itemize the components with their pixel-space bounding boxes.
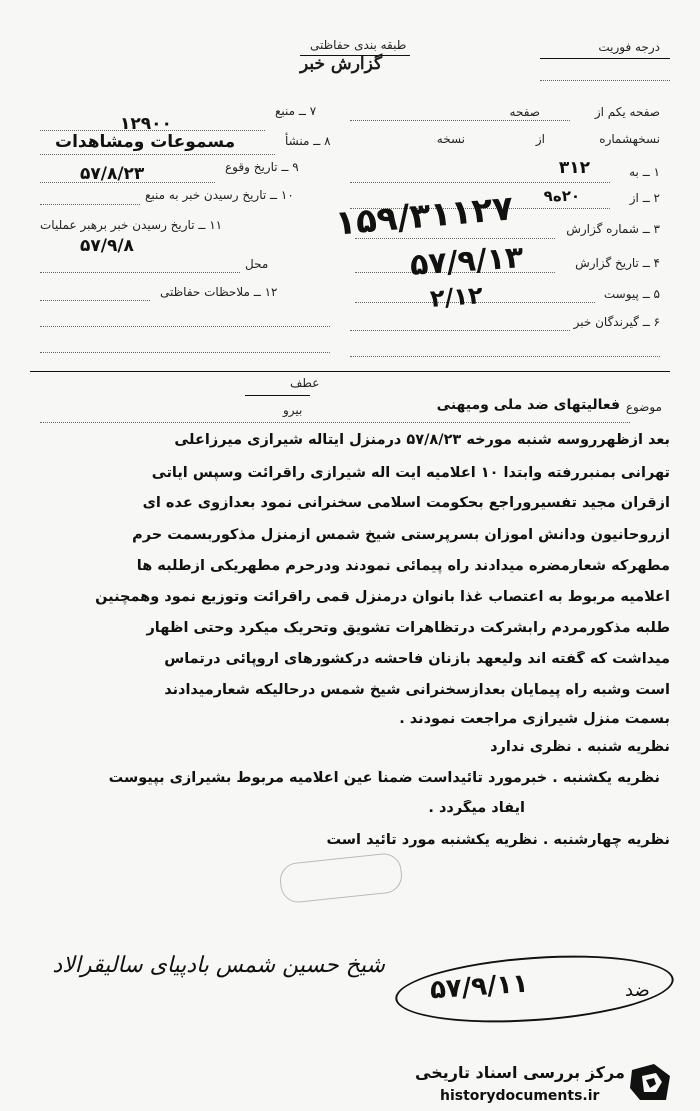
subject-label: موضوع [625,400,662,414]
urgency-dotted-line [540,80,670,81]
signature-names: شیخ حسین شمس بادپیای سالیقرالاد [52,953,385,978]
body-line: اعلامیه مربوط به اعتصاب غذا بانوان درمنزل قمی راقرائت وتوزیع نمود وهمچنین [95,589,670,605]
website: historydocuments.ir [440,1088,600,1104]
header-divider [30,371,670,372]
signature-date: ۵۷/۹/۱۱ [429,968,530,1006]
document-title: گزارش خبر [300,54,383,74]
biro-label: بیرو [283,403,303,417]
subject-value: فعالیتهای ضد ملی ومیهنی [436,397,620,413]
field-from-label: ۲ ــ از [629,191,660,205]
field-source-value: ۱۲۹۰۰ [120,114,172,134]
field-report-date-label: ۴ ــ تاریخ گزارش [575,256,660,270]
faint-stamp [278,852,404,905]
field-occurrence-date-label: ۹ ــ تاریخ وقوع [225,160,299,174]
field-security-notes-line-3 [40,352,330,353]
field-received-leader-label: ۱۱ ــ تاریخ رسیدن خبر برهبر عملیات [40,218,223,232]
page-label: صفحه یکم از [594,105,660,119]
field-recipients-label: ۶ ــ گیرندگان خبر [573,315,660,329]
assessment-sunday: نظریه یکشنبه . خبرمورد تائیداست ضمناً عین اعلامیه مربوط بشیرازی بپیوست [108,770,660,786]
classification-label: طبقه بندی حفاظتی [310,38,407,52]
body-line: بعد ازظهرروسه شنبه مورخه ۵۷/۸/۲۳ درمنزل آیتاله شیرازی میرزاعلی [174,432,670,448]
field-source-line [40,130,265,131]
field-received-source-label: ۱۰ ــ تاریخ رسیدن خبر به منبع [145,188,294,202]
field-origin-line [40,154,275,155]
assessment-sunday-cont: ایفاد میگردد . [428,800,525,816]
field-to-label: ۱ ــ به [629,165,660,179]
body-line: مطهرکه شعارمضره میدادند راه پیمائی نمودند ودرحرم مطهریکی ازطلبه ها [136,558,670,574]
field-occurrence-date-line [40,182,215,183]
field-report-number-label: ۳ ــ شماره گزارش [566,222,660,236]
copy-suffix: نسخه [436,132,465,146]
signature-prefix: ضد [625,980,650,1001]
field-security-notes-label: ۱۲ ــ ملاحظات حفاظتی [160,285,278,299]
field-received-source-line [40,204,140,205]
atf-label: عطف [290,376,320,390]
field-attachment-label: ۵ ــ پیوست [603,287,660,301]
body-line: بسمت منزل شیرازی مراجعت نمودند . [399,711,670,727]
body-line: ازقران مجید تفسیروراجع بحکومت اسلامی سخنرانی نمود بعدازوی عده ای [142,495,670,511]
copy-from: از [535,132,545,146]
field-place-label: محل [245,257,269,271]
field-from-value: ۲۰ه۹ [543,187,580,205]
assessment-saturday: نظریه شنبه . نظری ندارد [490,739,670,755]
field-origin-label: ۸ ــ منشأ [285,134,331,148]
stamp-number: ۱۵۹/۳۱۱۲۷ [333,188,515,244]
field-occurrence-date-value: ۵۷/۸/۲۳ [80,164,145,184]
field-to-value: ۳۱۲ [558,158,590,178]
assessment-wednesday: نظریه چهارشنبه . نظریه یکشنبه مورد تائید است [326,832,670,848]
urgency-underline [540,58,670,59]
archive-logo-icon [626,1060,674,1104]
stamp-date: ۵۷/۹/۱۳ [408,240,525,283]
copy-label: نسخهشماره [599,132,660,146]
page-suffix: صفحه [509,105,540,119]
field-recipients-line-2 [350,356,660,357]
body-line: تهرانی بمنبررفته وابتدا ۱۰ اعلامیه آیت اله شیرازی راقرائت وسپس آیاتی [151,465,670,481]
body-line: ازروحانیون ودانش آموزان بسرپرستی شیخ شمس ازمنزل مذکوربسمت حرم [132,527,670,543]
org-name: مرکز بررسی اسناد تاریخی [415,1063,625,1082]
field-security-notes-line [40,300,150,301]
stamp-extra: ۲/۱۲ [429,281,484,313]
urgency-label: درجه فوریت [598,40,660,54]
atf-underline [245,395,310,396]
field-to-line [350,182,610,183]
field-received-leader-value: ۵۷/۹/۸ [80,236,134,256]
field-security-notes-line-2 [40,326,330,327]
field-place-line [40,272,240,273]
body-line: میداشت که گفته اند ولیعهد بازنان فاحشه درکشورهای اروپائی درتماس [164,651,670,667]
body-line: طلبه مذکورمردم رابشرکت درتظاهرات تشویق وتحریک میکرد وحتی اظهار [146,620,670,636]
field-source-label: ۷ ــ منبع [275,104,317,118]
field-origin-value: مسموعات ومشاهدات [55,132,236,152]
page-dotted-line [350,120,570,121]
subject-dotted-line [40,422,630,423]
body-line: است وشبه راه پیمایان بعدازسخنرانی شیخ شمس درحالیکه شعارمیدادند [164,682,670,698]
field-recipients-line [350,330,570,331]
